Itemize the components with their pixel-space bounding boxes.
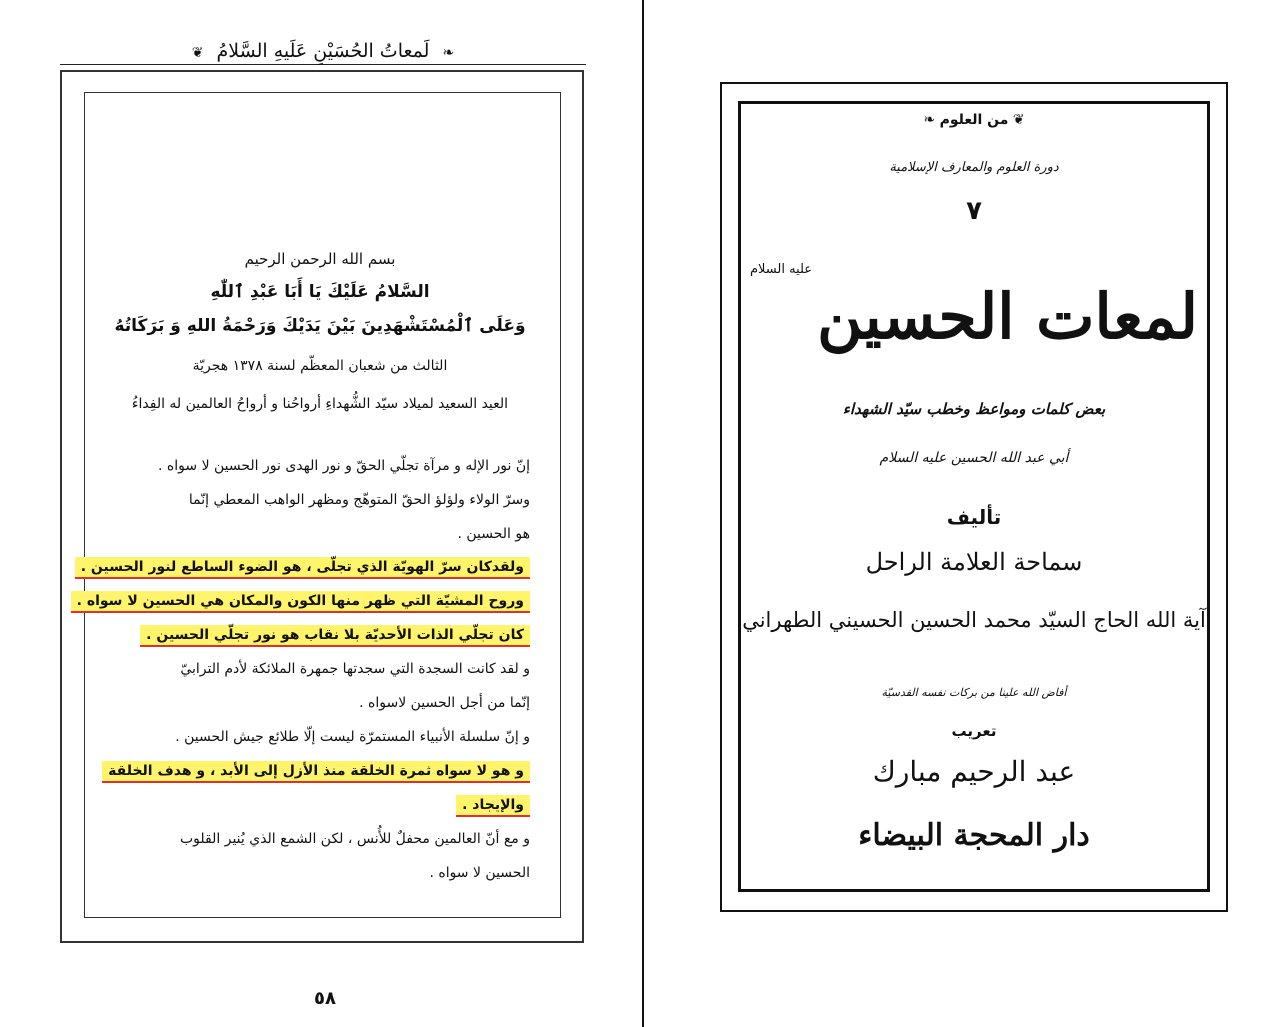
salam-line-1: السَّلامُ عَلَيْكَ يَا أَبَا عَبْدِ ٱللّٰهِ <box>210 282 430 302</box>
paragraph-line: وسرّ الولاء ولؤلؤ الحقّ المتوهّج ومظهر الواهب المعطي إنّما <box>188 492 530 508</box>
page-number: ٥٨ <box>314 988 336 1009</box>
running-title: لَمعاتُ الحُسَيْنِ عَلَيهِ السَّلامُ <box>211 40 436 62</box>
header-ornament-icon: ❧ <box>442 45 455 61</box>
paragraph-line: هو الحسين . <box>457 526 530 542</box>
dua-line: أفاض الله علينا من بركات نفسه القدسيّة <box>881 686 1067 699</box>
header-rule <box>60 64 586 65</box>
highlighted-line: والإيجاد . <box>456 795 530 817</box>
cover-ornament-icon: ❦ <box>1012 112 1025 128</box>
paragraph-line: إنّما من أجل الحسين لاسواه . <box>359 695 530 711</box>
author-name: آية الله الحاج السيّد محمد الحسين الحسيني الطهراني <box>742 608 1206 632</box>
paragraph-line: الحسين لا سواه . <box>429 865 530 881</box>
author-title: سماحة العلامة الراحل <box>865 548 1083 576</box>
eid-line: العيد السعيد لميلاد سيّد الشُّهداءِ أرواحُنا و أرواحُ العالمين له الفِداءُ <box>131 396 509 412</box>
subtitle-1: بعض كلمات ومواعظ وخطب سيّد الشهداء <box>842 400 1106 418</box>
book-title: لمعات الحسين <box>817 280 1198 353</box>
paragraph-line: و لقد كانت السجدة التي سجدتها جمهرة الملائكة لأدم الترابيّ <box>180 661 530 677</box>
salam-line-2: وَعَلَى ٱلْمُسْتَشْهَدِينَ بَيْنَ يَدَيْكَ وَرَحْمَةُ اللهِ وَ بَرَكَاتُهُ <box>114 316 526 336</box>
left-page-header <box>60 40 586 70</box>
paragraph-line: و مع أنّ العالمين محفلٌ للأُنس ، لكن الشمع الذي يُنير القلوب <box>179 831 530 847</box>
translator-name: عبد الرحيم مبارك <box>872 755 1076 788</box>
header-ornament-icon: ❦ <box>191 45 204 61</box>
highlighted-line: و هو لا سواه ثمرة الخلقة منذ الأزل إلى الأبد ، و هدف الخلقة <box>102 761 530 783</box>
translator-label: تعريب <box>951 722 997 740</box>
series-number: ٧ <box>966 196 982 226</box>
author-label: تأليف <box>946 505 1002 529</box>
highlighted-line: ولقدكان سرّ الهويّة الذي تجلّى ، هو الضوء الساطع لنور الحسين . <box>75 557 530 579</box>
series-name: دورة العلوم والمعارف الإسلامية <box>889 160 1059 175</box>
paragraph-line: إنّ نور الإله و مرآة تجلّي الحقّ و نور الهدى نور الحسين لا سواه . <box>158 458 530 474</box>
publisher-name: دار المحجة البيضاء <box>858 818 1090 853</box>
series-top: من العلوم <box>939 112 1009 128</box>
cover-ornament-icon: ❧ <box>923 112 936 128</box>
date-line: الثالث من شعبان المعظّم لسنة ١٣٧٨ هجريّة <box>192 358 448 374</box>
title-honorific: عليه السلام <box>750 262 813 277</box>
subtitle-2: أبي عبد الله الحسين عليه السلام <box>879 450 1069 466</box>
paragraph-line: و إنّ سلسلة الأنبياء المستمرّة ليست إلّا طلائع جيش الحسين . <box>175 729 530 745</box>
page-divider <box>642 0 644 1027</box>
bismillah: بسم الله الرحمن الرحيم <box>244 250 396 268</box>
highlighted-line: كان تجلّي الذات الأحديّة بلا نقاب هو نور تجلّي الحسين . <box>140 625 530 647</box>
highlighted-line: وروح المشيّة التي ظهر منها الكون والمكان هي الحسين لا سواه . <box>71 591 530 613</box>
